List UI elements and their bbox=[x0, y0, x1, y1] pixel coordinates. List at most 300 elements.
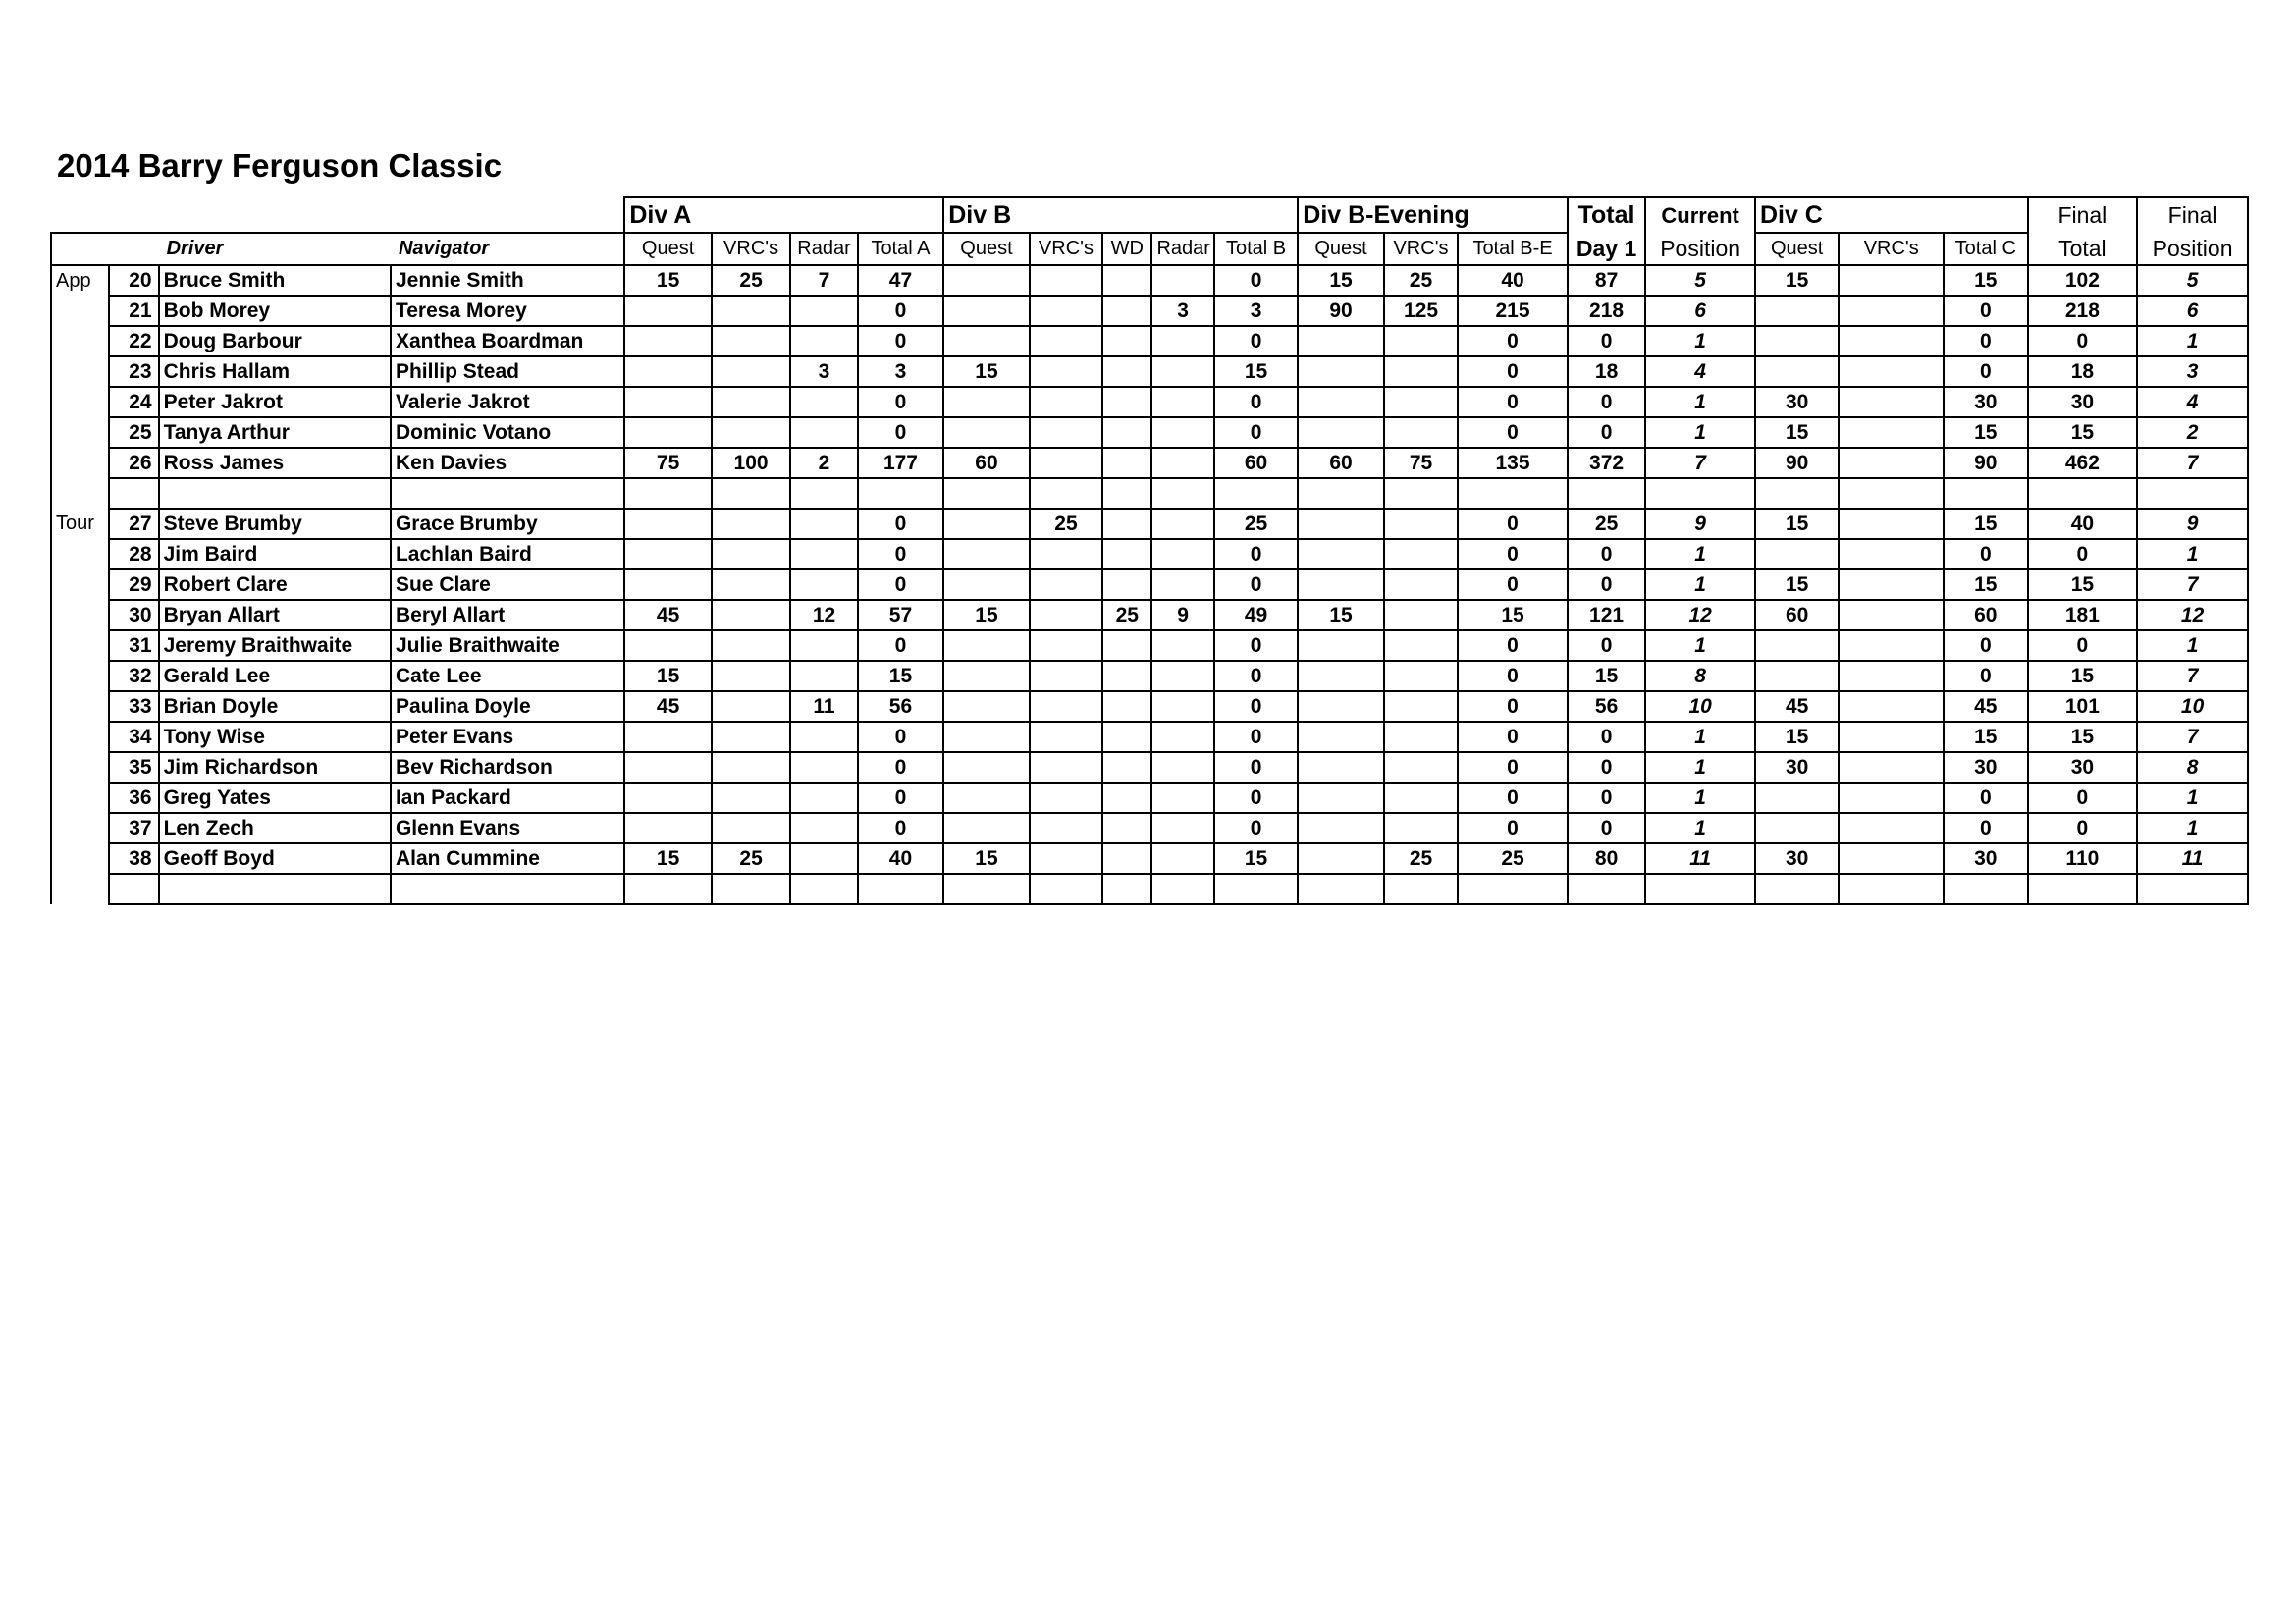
table-row bbox=[51, 478, 2248, 509]
total-b-cell bbox=[1214, 874, 1298, 904]
quest-b-cell bbox=[943, 783, 1030, 813]
radar-b-cell bbox=[1151, 478, 1213, 509]
radar-b-cell bbox=[1151, 417, 1213, 448]
radar-b-cell: 9 bbox=[1151, 600, 1213, 630]
quest-a-cell: 15 bbox=[624, 265, 712, 296]
vrcs-be-cell: 25 bbox=[1384, 265, 1458, 296]
current-position-cell bbox=[1645, 478, 1755, 509]
driver-name-cell: Robert Clare bbox=[159, 569, 391, 600]
quest-a-cell bbox=[624, 630, 712, 661]
vrcs-b-cell bbox=[1030, 387, 1102, 417]
table-row bbox=[51, 265, 2248, 296]
final-position-cell: 8 bbox=[2137, 752, 2248, 783]
quest-be-cell bbox=[1298, 722, 1384, 752]
quest-be-cell: 15 bbox=[1298, 600, 1384, 630]
quest-c-cell bbox=[1755, 356, 1839, 387]
quest-a-cell: 15 bbox=[624, 661, 712, 691]
radar-b-cell bbox=[1151, 691, 1213, 722]
total-c-cell: 60 bbox=[1944, 600, 2028, 630]
radar-b-cell bbox=[1151, 509, 1213, 539]
car-number-cell: 38 bbox=[109, 843, 158, 874]
quest-be-cell: 15 bbox=[1298, 265, 1384, 296]
radar-a-cell bbox=[790, 874, 857, 904]
radar-a-cell bbox=[790, 539, 857, 569]
radar-b-cell bbox=[1151, 813, 1213, 843]
table-row bbox=[51, 539, 2248, 569]
navigator-name-cell: Sue Clare bbox=[391, 569, 624, 600]
quest-be-cell bbox=[1298, 356, 1384, 387]
final-position-cell: 9 bbox=[2137, 509, 2248, 539]
final-total-cell: 218 bbox=[2028, 296, 2138, 326]
radar-a-cell bbox=[790, 661, 857, 691]
header-cell bbox=[51, 233, 109, 265]
wd-b-cell bbox=[1102, 417, 1151, 448]
final-total-cell: 110 bbox=[2028, 843, 2138, 874]
section-label-cell bbox=[51, 387, 109, 417]
car-number-cell: 23 bbox=[109, 356, 158, 387]
radar-a-cell bbox=[790, 630, 857, 661]
final-total-cell: 15 bbox=[2028, 661, 2138, 691]
total-c-cell: 0 bbox=[1944, 296, 2028, 326]
vrcs-b-cell bbox=[1030, 752, 1102, 783]
column-total-be: Total B-E bbox=[1458, 233, 1568, 265]
quest-a-cell bbox=[624, 569, 712, 600]
vrcs-be-cell bbox=[1384, 356, 1458, 387]
quest-b-cell: 15 bbox=[943, 600, 1030, 630]
quest-be-cell bbox=[1298, 752, 1384, 783]
vrcs-c-cell bbox=[1839, 843, 1944, 874]
quest-b-cell bbox=[943, 569, 1030, 600]
quest-c-cell: 15 bbox=[1755, 722, 1839, 752]
driver-name-cell: Jeremy Braithwaite bbox=[159, 630, 391, 661]
quest-c-cell: 45 bbox=[1755, 691, 1839, 722]
driver-name-cell: Steve Brumby bbox=[159, 509, 391, 539]
vrcs-c-cell bbox=[1839, 569, 1944, 600]
quest-a-cell bbox=[624, 509, 712, 539]
radar-a-cell bbox=[790, 387, 857, 417]
final-total-cell: 30 bbox=[2028, 387, 2138, 417]
column-radar-b: Radar bbox=[1151, 233, 1213, 265]
current-position-cell bbox=[1645, 874, 1755, 904]
final-total-cell: 15 bbox=[2028, 569, 2138, 600]
vrcs-a-cell bbox=[712, 569, 790, 600]
quest-be-cell bbox=[1298, 569, 1384, 600]
section-label-cell bbox=[51, 813, 109, 843]
vrcs-be-cell bbox=[1384, 813, 1458, 843]
vrcs-a-cell bbox=[712, 296, 790, 326]
radar-b-cell bbox=[1151, 387, 1213, 417]
final-total-cell: 101 bbox=[2028, 691, 2138, 722]
vrcs-be-cell bbox=[1384, 600, 1458, 630]
final-total-cell: 0 bbox=[2028, 783, 2138, 813]
vrcs-c-cell bbox=[1839, 448, 1944, 478]
vrcs-be-cell bbox=[1384, 661, 1458, 691]
vrcs-c-cell bbox=[1839, 661, 1944, 691]
quest-c-cell bbox=[1755, 630, 1839, 661]
column-total-c: Total C bbox=[1944, 233, 2028, 265]
total-be-cell: 215 bbox=[1458, 296, 1568, 326]
section-label-cell bbox=[51, 783, 109, 813]
vrcs-a-cell bbox=[712, 326, 790, 356]
car-number-cell: 28 bbox=[109, 539, 158, 569]
driver-name-cell: Bob Morey bbox=[159, 296, 391, 326]
vrcs-a-cell bbox=[712, 387, 790, 417]
final-total-cell: 0 bbox=[2028, 326, 2138, 356]
table-row bbox=[51, 752, 2248, 783]
total-be-cell: 0 bbox=[1458, 661, 1568, 691]
total-day1-cell: 0 bbox=[1568, 417, 1645, 448]
quest-a-cell: 45 bbox=[624, 691, 712, 722]
total-be-cell: 135 bbox=[1458, 448, 1568, 478]
driver-name-cell: Len Zech bbox=[159, 813, 391, 843]
navigator-name-cell: Beryl Allart bbox=[391, 600, 624, 630]
header-final-total-top: Final bbox=[2028, 197, 2138, 233]
header-spacer bbox=[51, 197, 109, 233]
radar-b-cell bbox=[1151, 265, 1213, 296]
car-number-cell: 26 bbox=[109, 448, 158, 478]
vrcs-c-cell bbox=[1839, 783, 1944, 813]
car-number-cell: 31 bbox=[109, 630, 158, 661]
column-vrcs-b: VRC's bbox=[1030, 233, 1102, 265]
vrcs-c-cell bbox=[1839, 722, 1944, 752]
vrcs-b-cell bbox=[1030, 600, 1102, 630]
vrcs-c-cell bbox=[1839, 752, 1944, 783]
total-c-cell: 0 bbox=[1944, 326, 2028, 356]
total-a-cell: 0 bbox=[858, 509, 944, 539]
total-a-cell: 0 bbox=[858, 752, 944, 783]
total-b-cell: 0 bbox=[1214, 417, 1298, 448]
car-number-cell: 33 bbox=[109, 691, 158, 722]
vrcs-b-cell bbox=[1030, 417, 1102, 448]
header-spacer bbox=[391, 197, 624, 233]
quest-a-cell bbox=[624, 417, 712, 448]
vrcs-c-cell bbox=[1839, 326, 1944, 356]
section-label-cell: App bbox=[51, 265, 109, 296]
driver-name-cell: Jim Richardson bbox=[159, 752, 391, 783]
table-row bbox=[51, 813, 2248, 843]
navigator-name-cell: Bev Richardson bbox=[391, 752, 624, 783]
final-position-cell: 12 bbox=[2137, 600, 2248, 630]
quest-c-cell: 30 bbox=[1755, 843, 1839, 874]
final-total-cell bbox=[2028, 478, 2138, 509]
table-row bbox=[51, 387, 2248, 417]
car-number-cell: 25 bbox=[109, 417, 158, 448]
final-position-cell: 10 bbox=[2137, 691, 2248, 722]
table-row bbox=[51, 874, 2248, 904]
total-b-cell: 0 bbox=[1214, 387, 1298, 417]
total-be-cell: 15 bbox=[1458, 600, 1568, 630]
vrcs-b-cell bbox=[1030, 326, 1102, 356]
total-day1-cell: 0 bbox=[1568, 752, 1645, 783]
column-vrcs-c: VRC's bbox=[1839, 233, 1944, 265]
vrcs-be-cell: 125 bbox=[1384, 296, 1458, 326]
navigator-name-cell: Lachlan Baird bbox=[391, 539, 624, 569]
quest-c-cell: 30 bbox=[1755, 752, 1839, 783]
header-current-position-top: Current bbox=[1645, 197, 1755, 233]
total-b-cell: 0 bbox=[1214, 630, 1298, 661]
navigator-name-cell: Grace Brumby bbox=[391, 509, 624, 539]
car-number-cell: 20 bbox=[109, 265, 158, 296]
car-number-cell: 29 bbox=[109, 569, 158, 600]
total-c-cell: 15 bbox=[1944, 722, 2028, 752]
vrcs-a-cell bbox=[712, 356, 790, 387]
total-day1-cell bbox=[1568, 478, 1645, 509]
total-be-cell: 0 bbox=[1458, 752, 1568, 783]
total-b-cell: 0 bbox=[1214, 722, 1298, 752]
vrcs-be-cell bbox=[1384, 509, 1458, 539]
column-total-b: Total B bbox=[1214, 233, 1298, 265]
total-a-cell: 0 bbox=[858, 539, 944, 569]
total-day1-cell: 0 bbox=[1568, 539, 1645, 569]
quest-c-cell: 15 bbox=[1755, 509, 1839, 539]
total-be-cell bbox=[1458, 478, 1568, 509]
vrcs-a-cell bbox=[712, 630, 790, 661]
column-total-a: Total A bbox=[858, 233, 944, 265]
total-day1-cell: 218 bbox=[1568, 296, 1645, 326]
total-c-cell: 0 bbox=[1944, 661, 2028, 691]
total-day1-cell: 0 bbox=[1568, 813, 1645, 843]
vrcs-be-cell bbox=[1384, 326, 1458, 356]
current-position-cell: 8 bbox=[1645, 661, 1755, 691]
total-c-cell: 90 bbox=[1944, 448, 2028, 478]
current-position-cell: 1 bbox=[1645, 417, 1755, 448]
vrcs-b-cell bbox=[1030, 783, 1102, 813]
header-current-position-bottom: Position bbox=[1645, 233, 1755, 265]
final-total-cell: 15 bbox=[2028, 722, 2138, 752]
navigator-name-cell: Paulina Doyle bbox=[391, 691, 624, 722]
quest-a-cell bbox=[624, 783, 712, 813]
final-total-cell: 40 bbox=[2028, 509, 2138, 539]
header-spacer bbox=[159, 197, 391, 233]
vrcs-a-cell bbox=[712, 691, 790, 722]
quest-a-cell: 75 bbox=[624, 448, 712, 478]
quest-be-cell bbox=[1298, 387, 1384, 417]
total-day1-cell bbox=[1568, 874, 1645, 904]
header-final-position-top: Final bbox=[2137, 197, 2248, 233]
section-label-cell bbox=[51, 630, 109, 661]
total-be-cell: 0 bbox=[1458, 417, 1568, 448]
total-be-cell: 0 bbox=[1458, 722, 1568, 752]
radar-b-cell bbox=[1151, 843, 1213, 874]
quest-c-cell bbox=[1755, 296, 1839, 326]
final-position-cell: 1 bbox=[2137, 326, 2248, 356]
wd-b-cell bbox=[1102, 722, 1151, 752]
total-day1-cell: 87 bbox=[1568, 265, 1645, 296]
section-label-cell bbox=[51, 296, 109, 326]
current-position-cell: 7 bbox=[1645, 448, 1755, 478]
radar-b-cell bbox=[1151, 326, 1213, 356]
wd-b-cell bbox=[1102, 661, 1151, 691]
vrcs-c-cell bbox=[1839, 691, 1944, 722]
vrcs-b-cell bbox=[1030, 478, 1102, 509]
total-b-cell: 0 bbox=[1214, 661, 1298, 691]
current-position-cell: 11 bbox=[1645, 843, 1755, 874]
total-c-cell: 0 bbox=[1944, 539, 2028, 569]
navigator-name-cell: Cate Lee bbox=[391, 661, 624, 691]
wd-b-cell bbox=[1102, 509, 1151, 539]
car-number-cell: 21 bbox=[109, 296, 158, 326]
current-position-cell: 1 bbox=[1645, 813, 1755, 843]
wd-b-cell bbox=[1102, 783, 1151, 813]
radar-a-cell bbox=[790, 843, 857, 874]
vrcs-be-cell bbox=[1384, 569, 1458, 600]
current-position-cell: 10 bbox=[1645, 691, 1755, 722]
table-row bbox=[51, 630, 2248, 661]
total-day1-cell: 0 bbox=[1568, 326, 1645, 356]
quest-c-cell bbox=[1755, 478, 1839, 509]
total-be-cell: 0 bbox=[1458, 630, 1568, 661]
column-radar-a: Radar bbox=[790, 233, 857, 265]
vrcs-b-cell bbox=[1030, 630, 1102, 661]
section-label-cell bbox=[51, 356, 109, 387]
radar-a-cell bbox=[790, 296, 857, 326]
radar-b-cell bbox=[1151, 569, 1213, 600]
total-a-cell: 3 bbox=[858, 356, 944, 387]
car-number-cell: 34 bbox=[109, 722, 158, 752]
total-c-cell: 30 bbox=[1944, 752, 2028, 783]
total-b-cell: 3 bbox=[1214, 296, 1298, 326]
car-number-cell: 32 bbox=[109, 661, 158, 691]
total-c-cell bbox=[1944, 478, 2028, 509]
vrcs-b-cell bbox=[1030, 569, 1102, 600]
table-row bbox=[51, 417, 2248, 448]
final-total-cell: 181 bbox=[2028, 600, 2138, 630]
final-total-cell bbox=[2028, 874, 2138, 904]
driver-name-cell: Peter Jakrot bbox=[159, 387, 391, 417]
vrcs-a-cell bbox=[712, 600, 790, 630]
total-a-cell: 56 bbox=[858, 691, 944, 722]
quest-be-cell bbox=[1298, 874, 1384, 904]
total-day1-cell: 0 bbox=[1568, 387, 1645, 417]
current-position-cell: 1 bbox=[1645, 630, 1755, 661]
car-number-cell: 37 bbox=[109, 813, 158, 843]
radar-b-cell bbox=[1151, 539, 1213, 569]
total-c-cell: 0 bbox=[1944, 813, 2028, 843]
total-c-cell: 15 bbox=[1944, 509, 2028, 539]
table-row bbox=[51, 296, 2248, 326]
quest-c-cell: 90 bbox=[1755, 448, 1839, 478]
navigator-name-cell: Phillip Stead bbox=[391, 356, 624, 387]
vrcs-b-cell bbox=[1030, 448, 1102, 478]
vrcs-c-cell bbox=[1839, 600, 1944, 630]
vrcs-be-cell bbox=[1384, 630, 1458, 661]
total-a-cell: 0 bbox=[858, 630, 944, 661]
car-number-cell bbox=[109, 478, 158, 509]
total-day1-cell: 372 bbox=[1568, 448, 1645, 478]
total-day1-cell: 0 bbox=[1568, 722, 1645, 752]
radar-a-cell bbox=[790, 478, 857, 509]
results-table bbox=[50, 196, 2249, 905]
driver-name-cell: Ross James bbox=[159, 448, 391, 478]
wd-b-cell bbox=[1102, 478, 1151, 509]
current-position-cell: 1 bbox=[1645, 722, 1755, 752]
quest-c-cell bbox=[1755, 661, 1839, 691]
current-position-cell: 1 bbox=[1645, 569, 1755, 600]
column-wd-b: WD bbox=[1102, 233, 1151, 265]
quest-a-cell: 15 bbox=[624, 843, 712, 874]
wd-b-cell bbox=[1102, 448, 1151, 478]
radar-a-cell: 7 bbox=[790, 265, 857, 296]
quest-a-cell bbox=[624, 356, 712, 387]
driver-name-cell: Jim Baird bbox=[159, 539, 391, 569]
column-quest-c: Quest bbox=[1755, 233, 1839, 265]
vrcs-b-cell bbox=[1030, 813, 1102, 843]
total-c-cell bbox=[1944, 874, 2028, 904]
navigator-name-cell: Julie Braithwaite bbox=[391, 630, 624, 661]
total-c-cell: 15 bbox=[1944, 569, 2028, 600]
final-position-cell: 1 bbox=[2137, 813, 2248, 843]
vrcs-be-cell bbox=[1384, 783, 1458, 813]
quest-a-cell bbox=[624, 874, 712, 904]
section-label-cell bbox=[51, 539, 109, 569]
vrcs-a-cell: 100 bbox=[712, 448, 790, 478]
final-position-cell: 5 bbox=[2137, 265, 2248, 296]
car-number-cell: 30 bbox=[109, 600, 158, 630]
final-position-cell: 1 bbox=[2137, 539, 2248, 569]
vrcs-b-cell bbox=[1030, 661, 1102, 691]
vrcs-c-cell bbox=[1839, 296, 1944, 326]
current-position-cell: 1 bbox=[1645, 387, 1755, 417]
radar-a-cell bbox=[790, 783, 857, 813]
wd-b-cell bbox=[1102, 691, 1151, 722]
vrcs-be-cell bbox=[1384, 417, 1458, 448]
quest-b-cell bbox=[943, 722, 1030, 752]
table-row bbox=[51, 356, 2248, 387]
vrcs-be-cell bbox=[1384, 387, 1458, 417]
group-div-b-evening: Div B-Evening bbox=[1298, 197, 1568, 233]
total-be-cell: 0 bbox=[1458, 691, 1568, 722]
driver-name-cell: Tanya Arthur bbox=[159, 417, 391, 448]
quest-a-cell bbox=[624, 813, 712, 843]
total-b-cell: 60 bbox=[1214, 448, 1298, 478]
quest-b-cell bbox=[943, 630, 1030, 661]
total-day1-cell: 0 bbox=[1568, 569, 1645, 600]
car-number-cell: 36 bbox=[109, 783, 158, 813]
quest-be-cell bbox=[1298, 813, 1384, 843]
vrcs-a-cell bbox=[712, 478, 790, 509]
total-b-cell: 0 bbox=[1214, 752, 1298, 783]
quest-a-cell bbox=[624, 326, 712, 356]
driver-name-cell: Bruce Smith bbox=[159, 265, 391, 296]
quest-be-cell bbox=[1298, 478, 1384, 509]
wd-b-cell bbox=[1102, 265, 1151, 296]
quest-c-cell: 60 bbox=[1755, 600, 1839, 630]
column-vrcs-be: VRC's bbox=[1384, 233, 1458, 265]
vrcs-c-cell bbox=[1839, 265, 1944, 296]
section-label-cell bbox=[51, 661, 109, 691]
vrcs-b-cell bbox=[1030, 539, 1102, 569]
quest-be-cell bbox=[1298, 843, 1384, 874]
quest-c-cell: 15 bbox=[1755, 265, 1839, 296]
quest-b-cell bbox=[943, 813, 1030, 843]
vrcs-b-cell bbox=[1030, 356, 1102, 387]
navigator-name-cell: Valerie Jakrot bbox=[391, 387, 624, 417]
total-b-cell: 0 bbox=[1214, 691, 1298, 722]
vrcs-a-cell bbox=[712, 417, 790, 448]
wd-b-cell bbox=[1102, 752, 1151, 783]
wd-b-cell bbox=[1102, 387, 1151, 417]
vrcs-be-cell bbox=[1384, 874, 1458, 904]
car-number-cell: 22 bbox=[109, 326, 158, 356]
section-label-cell bbox=[51, 448, 109, 478]
navigator-name-cell: Xanthea Boardman bbox=[391, 326, 624, 356]
wd-b-cell: 25 bbox=[1102, 600, 1151, 630]
car-number-cell: 24 bbox=[109, 387, 158, 417]
vrcs-a-cell bbox=[712, 661, 790, 691]
total-day1-cell: 56 bbox=[1568, 691, 1645, 722]
total-a-cell: 0 bbox=[858, 722, 944, 752]
section-label-cell bbox=[51, 478, 109, 509]
